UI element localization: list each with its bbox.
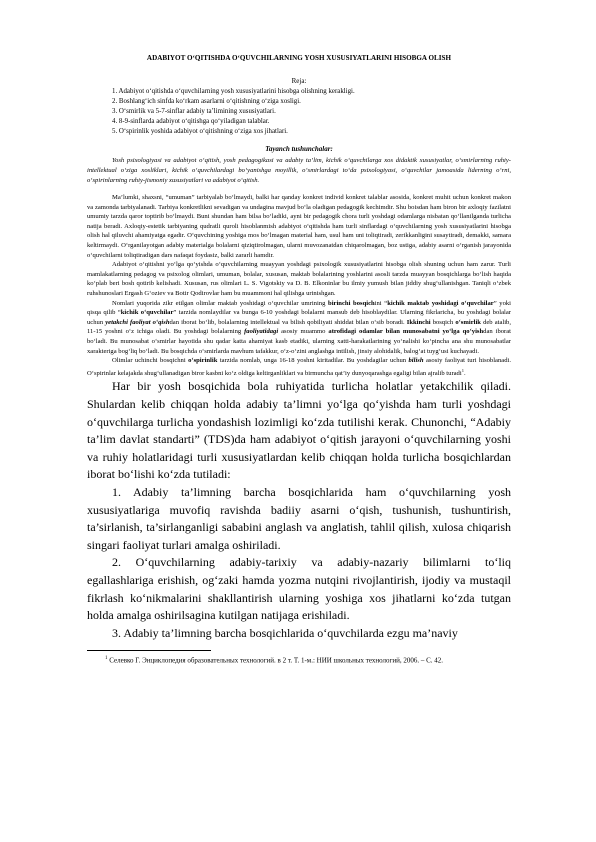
plan-heading: Reja:: [291, 77, 307, 85]
text-run: dan iborat bo‘lib, bolalarning intellektual va bilish qobiliyati shiddat bilan o‘sib boradi.: [169, 318, 407, 326]
text-run: asosiy muammo: [278, 328, 329, 336]
text-run: Nomlari yuqorida zikr etilgan olimlar maktab yoshidagi o‘quvchilar umrining: [112, 299, 329, 307]
footnote: [87, 654, 511, 665]
plan-item: 4. 8-9-sinflarda adabiyot o‘qitishga qo‘yiladigan talablar.: [112, 118, 270, 125]
text-run: .: [463, 369, 466, 377]
text-run: ini “: [374, 299, 388, 307]
text-run: ” yoki qisqa qilib “: [87, 299, 511, 317]
small-paragraph: [87, 356, 511, 378]
plan-item: 1. Adabiyot o‘qitishda o‘quvchilarning yosh xususiyatlarini hisobga olishning kerakligi.: [112, 88, 355, 95]
text-run: ” tarzida nomlaydilar va bunga 6-10 yoshdagi bolalarni mansub deb hisoblaydilar. Ularning fikrlaricha, bu yoshdagi bolalar uchun: [87, 309, 511, 326]
plan-item: 5. O‘spirinlik yoshida adabiyot o‘qitishning o‘ziga xos jihatlari.: [112, 128, 288, 135]
body-paragraph-numbered: 2. O‘quvchilarning adabiy-tarixiy va adabiy-nazariy bilimlarni to‘liq egallashlariga erishish, og‘zaki hamda yozma nutqini rivojlantirish, ijodiy va mustaqil fikrlash ko‘nikmalarini shakllantirish ularning yoshiga xos jihatlarni ko‘zda tutgan holda amalga oshirilsagina kutilgan natijaga erishiladi.: [87, 555, 511, 623]
text-run: tarzida nomlab, unga 16-18 yoshni kiritadilar. Bu yoshdagilar uchun: [217, 357, 409, 365]
body-paragraph-numbered: 1. Adabiy ta’limning barcha bosqichlarida ham o‘quvchilarning yosh xususiyatlariga muvofiq ravishda badiiy asarni o‘qish, tushunish, tushuntirish, ta’sirlanish, ta’sirlanganligi sababini anglash va anglatish, tahlil qilish, xulosa chiqarish singari faoliyat turlari amalga oshiriladi.: [87, 485, 511, 552]
small-body-text: [87, 193, 511, 378]
text-run: o‘spirinlik: [188, 357, 218, 365]
text-run: dan iborat bo‘ladi. Bu munosabat o‘smirlar hayotida shu qadar katta ahamiyat kasb etadiki, ularning xatti-harakatlarining yo‘nalishi ko‘pincha ana shu munosabatlar xarakteriga bog‘liq bo‘ladi. Bu bosqichda o‘smirlarda mavhum tafakkur, o‘z-o‘zini anglashga intilish, jinsiy alohidalik, balog‘at tuyg‘usi kuchayadi.: [87, 328, 511, 355]
small-paragraph: [87, 299, 511, 357]
small-paragraph: [87, 193, 511, 260]
text-run: kichik o‘quvchilar: [120, 309, 174, 317]
text-run: Ma’lumki, shaxsni, “umuman” tarbiyalab bo‘lmaydi, balki har qanday konkret individ konkret talablar asosida, konkret muhit uchun konkret makon va zamonda tarbiyalanadi. Tarbiya konkretlikni sevadigan va undagina mavjud bo‘la oladigan pedagogik kechimdir. Shu boisdan ham biron bir axloqiy fazilatni umumiy tarzda qaror toptirib bo‘lmaydi. Buni shundan ham bilsa bo‘ladiki, ayni bir pedagogik chora turli yoshdagi odamlarga nisbatan qo‘llanilganda turlicha natija beradi. Axloqiy-estetik tarbiyaning qudratli quroli hisoblanmish adabiyot o‘qitishda ham turli sinflardagi o‘quvchilarning yosh xususiyatlarini hisobga olish hal qiluvchi ahamiyatga egadir. O‘quvchining yoshiga mos bo‘lmagan material ham, usul ham uni toliqtiradi, zerikkanligini susaytiradi, demakki, samara keltirmaydi. O‘rganilayotgan adabiy materialga bolalarni qiziqtirolmagan, ularni muvozanatdan chiqarolmagan, boz ustiga, adabiy asarni o‘rganish jarayonida o‘quvchilarni toliqtiradigan dars nafaqat foydasiz, balki zararli hamdir.: [87, 194, 511, 259]
text-run: deb atalib, 11-15 yoshni o‘z ichiga oladi. Bu yoshdagi bolalarning: [87, 318, 511, 336]
text-run: Adabiyot o‘qitishni yo‘lga qo‘yishda o‘quvchilarning muayyan yoshdagi psixologik xususiyatlarini hisobga olish shuning uchun ham zarur. Turli mamlakatlarning pedagog va psixolog olimlari, umuman, bolalar, xususan, maktab bolalarining yoshlarini asosli tarzda muayyan bosqichlarga bo‘lish haqida ko‘plab beri bosh qotirib kelishadi. Xususan, rus olimlari L. S. Vigotskiy va D. B. Elkoninlar bu ilmiy yumush bilan jiddiy shug‘ullanishgan. Taniqli o‘zbek ruhshunoslari Ergash G‘oziev va Botir Qodirovlar ham bu muammoni hal qilishga urinishgan.: [87, 261, 511, 297]
keywords-heading: Tayanch tushunchalar:: [265, 145, 333, 153]
footnote-text: Селевко Г. Энциклопедия образовательных технологий. в 2 т. Т. 1-м.: НИИ школьных технологий, 2006. – С. 42.: [109, 656, 444, 665]
footnote-divider: [87, 650, 211, 651]
text-run: Olimlar uchinchi bosqichni: [112, 357, 189, 365]
keywords-text: Yosh psixologiyasi va adabiyot o‘qitish, yosh pedagogikasi va adabiy ta’lim, kichik o‘quvchilarga xos didaktik xususiyatlar, o‘smirlarning ruhiy-intellektual o‘ziga xosliklari, kichik o‘quvchilardagi bo‘yanishga moyillik, o‘smirlardagi to‘da psixologiyasi, o‘quvchilar jamoasida liderning o‘rni, o‘spirinlarning ruhiy-jismoniy xususiyatlari va adabiyot o‘qitish.: [87, 157, 511, 184]
text-run: o‘smirlik: [455, 318, 481, 326]
text-run: bilish: [408, 357, 424, 365]
plan-item: 2. Boshlang‘ich sinfda ko‘rkam asarlarni o‘qitishning o‘ziga xosligi.: [112, 98, 301, 105]
page-title: ADABIYOT O‘QITISHDA O‘QUVCHILARNING YOSH XUSUSIYATLARINI HISOBGA OLISH: [146, 54, 452, 62]
text-run: faoliyatidagi: [244, 328, 279, 336]
text-run: Ikkinchi: [406, 318, 431, 326]
text-run: asosiy faoliyat turi hisoblanadi. O‘spirinlar kelajakda shug‘ullanadigan biror kasbni ko‘z oldiga keltirganliklari va birmuncha qat’iy dunyoqarashga egaligi bilan ajralib turadi: [87, 357, 511, 377]
footnote-mark: 1: [105, 656, 108, 662]
text-run: yetakchi faoliyat o‘qish: [105, 318, 170, 326]
plan-item: 3. O‘smirlik va 5-7-sinflar adabiy ta’limining xususiyatlari.: [112, 108, 276, 115]
document-page: [87, 54, 511, 666]
text-run: bosqich: [430, 318, 456, 326]
body-paragraph: Har bir yosh bosqichida bola ruhiyatida turlicha holatlar yetakchilik qiladi. Shulardan kelib chiqqan holda adabiy ta’limni yo‘lga qo‘yishda ham turli yoshdagi o‘quvchilarga turlicha yondashish lozimligi ko‘zda tutilishi kerak. Chunonchi, “Adabiy ta’lim davlat standarti” (TDS)da ham adabiyot o‘qitish jarayoni o‘quvchilarning yoshi va ruhiy holatlaridagi turli xususiyatlardan kelib chiqqan holda turlicha bosqichlardan iborat bo‘lishi ko‘zda tutiladi:: [87, 379, 511, 482]
small-paragraph: [87, 260, 511, 298]
main-body-text: [87, 378, 511, 642]
plan-list: [87, 87, 511, 137]
body-paragraph-numbered: 3. Adabiy ta’limning barcha bosqichlarida o‘quvchilarda ezgu ma’naviy: [112, 625, 458, 640]
footnote-ref: 1: [461, 367, 464, 373]
text-run: kichik maktab yoshidagi o‘quvchilar: [387, 299, 494, 307]
text-run: atrofidagi odamlar bilan munosabatni yo‘lga qo‘yish: [328, 328, 484, 336]
text-run: birinchi bosqich: [328, 299, 375, 307]
